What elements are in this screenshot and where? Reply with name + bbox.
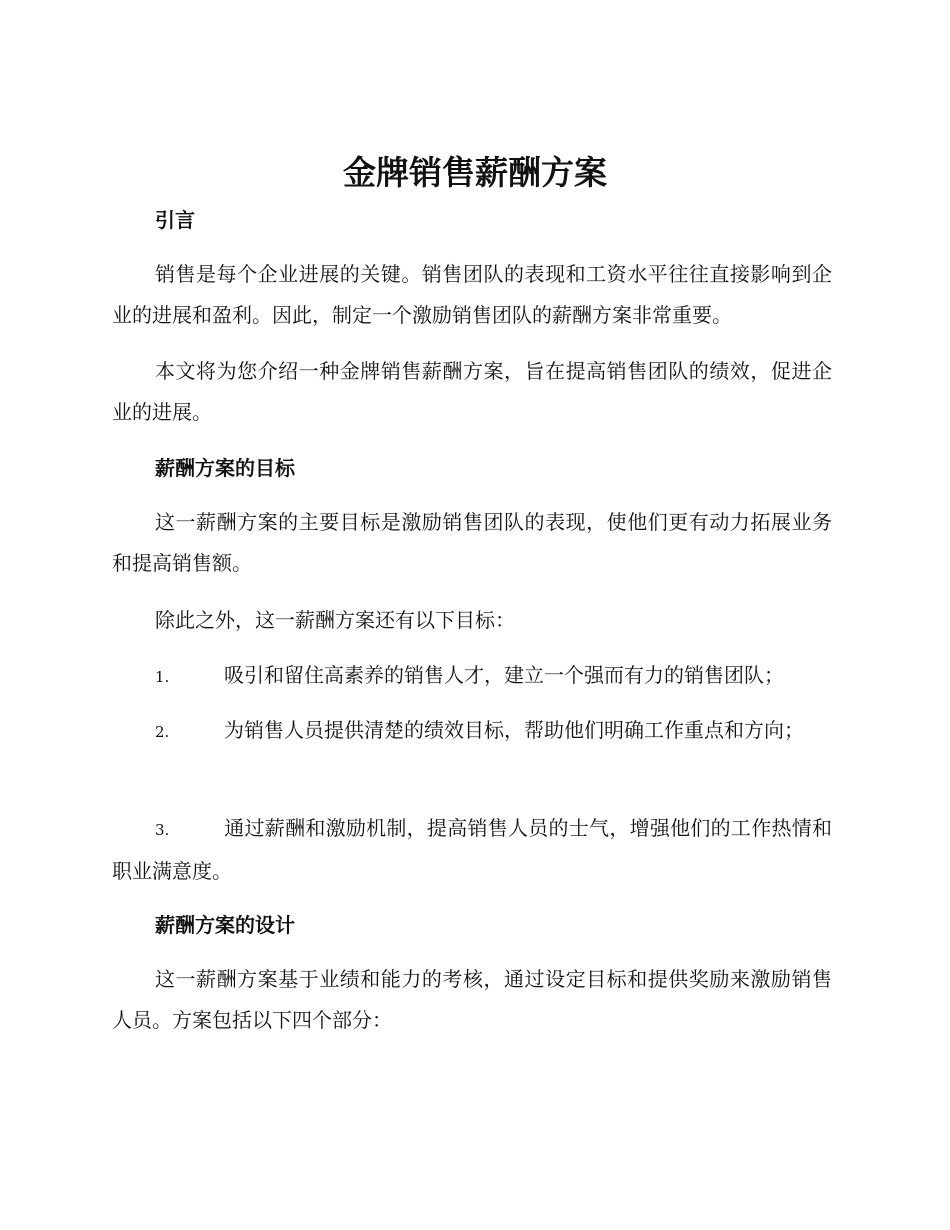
list-item: [112, 710, 832, 753]
paragraph: 这一薪酬方案的主要目标是激励销售团队的表现，使他们更有动力拓展业务和提高销售额。: [112, 510, 832, 575]
list-item: [112, 655, 832, 698]
list-item-text: 为销售人员提供清楚的绩效目标，帮助他们明确工作重点和方向；: [224, 718, 804, 742]
list-item-number: 3.: [155, 821, 170, 839]
list-item-text: 通过薪酬和激励机制，提高销售人员的士气，增强他们的工作热情和职业满意度。: [112, 816, 832, 883]
list-item: [112, 808, 832, 892]
list-item-text: 吸引和留住高素养的销售人才，建立一个强而有力的销售团队；: [224, 663, 784, 687]
paragraph: 销售是每个企业进展的关键。销售团队的表现和工资水平往往直接影响到企业的进展和盈利。因此，制定一个激励销售团队的薪酬方案非常重要。: [112, 262, 832, 327]
document-title: 金牌销售薪酬方案: [343, 153, 607, 192]
paragraph: 除此之外，这一薪酬方案还有以下目标：: [155, 608, 515, 632]
section-heading-design: 薪酬方案的设计: [155, 913, 295, 937]
list-item-number: 1.: [155, 668, 170, 686]
paragraph: 这一薪酬方案基于业绩和能力的考核，通过设定目标和提供奖励来激励销售人员。方案包括以下四个部分：: [112, 967, 832, 1032]
section-heading-introduction: 引言: [155, 208, 195, 232]
paragraph: 本文将为您介绍一种金牌销售薪酬方案，旨在提高销售团队的绩效，促进企业的进展。: [112, 359, 832, 424]
list-item-number: 2.: [155, 723, 170, 741]
section-heading-goals: 薪酬方案的目标: [155, 456, 295, 480]
